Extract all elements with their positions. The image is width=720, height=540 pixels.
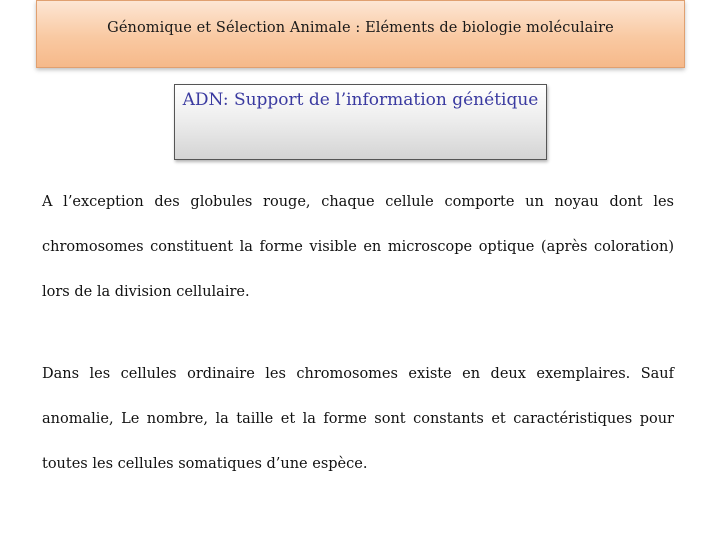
section-title: ADN: Support de l’information génétique [182, 90, 539, 110]
subtitle-box [174, 84, 547, 160]
header-banner [36, 0, 685, 68]
page-title: Génomique et Sélection Animale : Eléments de biologie moléculaire [107, 20, 614, 36]
body-paragraph-2: Dans les cellules ordinaire les chromosomes existe en deux exemplaires. Sauf anomalie, Le nombre, la taille et la forme sont constants et caractéristiques pour toutes les cellules somatiques d’une espèce. [42, 366, 674, 472]
body-paragraph-1: A l’exception des globules rouge, chaque cellule comporte un noyau dont les chromosomes constituent la forme visible en microscope optique (après coloration) lors de la division cellulaire. [42, 194, 674, 300]
